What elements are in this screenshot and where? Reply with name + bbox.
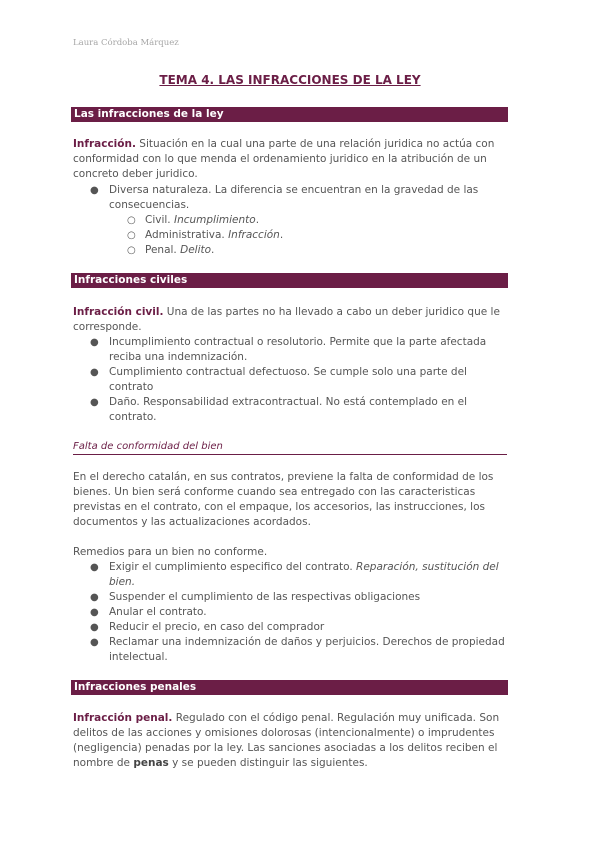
sub-list-item: Administrativa. Infracción. [145, 229, 284, 241]
list-item: consecuencias. [109, 199, 190, 211]
circle-bullet-icon: ○ [127, 245, 136, 256]
bullet-icon: ● [90, 607, 99, 618]
list-item: intelectual. [109, 651, 168, 663]
list-item: Reducir el precio, en caso del comprador [109, 621, 325, 633]
list-item: Exigir el cumplimiento especifico del contrato. Reparación, sustitución del [109, 561, 499, 573]
paragraph-line: documentos y las actualizaciones acordados. [73, 516, 311, 528]
paragraph-line: corresponde. [73, 321, 142, 333]
list-item: Cumplimiento contractual defectuoso. Se cumple solo una parte del [109, 366, 467, 378]
paragraph-line: nombre de penas y se pueden distinguir las siguientes. [73, 757, 368, 769]
sub-list-item: Civil. Incumplimiento. [145, 214, 260, 226]
paragraph-line: Infracción civil. Una de las partes no ha llevado a cabo un deber juridico que le [73, 306, 500, 318]
term-penas: penas [133, 757, 169, 769]
bullet-icon: ● [90, 185, 99, 196]
list-item: bien. [109, 576, 136, 588]
list-item: Diversa naturaleza. La diferencia se encuentran en la gravedad de las [109, 184, 479, 196]
section-heading-infracciones-civiles: Infracciones civiles [71, 273, 508, 288]
circle-bullet-icon: ○ [127, 230, 136, 241]
paragraph-line: concreto deber juridico. [73, 168, 198, 180]
term-infraccion-penal: Infracción penal. [73, 712, 173, 724]
list-item: Daño. Responsabilidad extracontractual. No está contemplado en el [109, 396, 468, 408]
bullet-icon: ● [90, 592, 99, 603]
term-infraccion-civil: Infracción civil. [73, 306, 164, 318]
paragraph-line: Infracción penal. Regulado con el código penal. Regulación muy unificada. Son [73, 712, 500, 724]
bullet-icon: ● [90, 397, 99, 408]
paragraph-line: Remedios para un bien no conforme. [73, 546, 268, 558]
list-item: Incumplimiento contractual o resolutorio. Permite que la parte afectada [109, 336, 487, 348]
paragraph-line: conformidad con lo que menda el ordenamiento juridico en la atribución de un [73, 153, 487, 165]
paragraph-line: (negligencia) penadas por la ley. Las sanciones asociadas a los delitos reciben el [73, 742, 498, 754]
list-item: reciba una indemnización. [109, 351, 248, 363]
bullet-icon: ● [90, 622, 99, 633]
page-title: TEMA 4. LAS INFRACCIONES DE LA LEY [159, 73, 421, 87]
paragraph-line: previstas en el contrato, con el empaque, los accesorios, las instrucciones, los [73, 501, 485, 513]
paragraph-line: bienes. Un bien será conforme cuando sea entregado con las caracteristicas [73, 486, 476, 498]
subheading-falta-conformidad: Falta de conformidad del bien [73, 440, 507, 455]
term-infraccion: Infracción. [73, 138, 136, 150]
paragraph-line: En el derecho catalán, en sus contratos, previene la falta de conformidad de los [73, 471, 494, 483]
author-header: Laura Córdoba Márquez [73, 38, 179, 48]
paragraph-line: Infracción. Situación en la cual una parte de una relación juridica no actúa con [73, 138, 495, 150]
paragraph-line: delitos de las acciones y omisiones dolorosas (intencionalmente) o imprudentes [73, 727, 495, 739]
bullet-icon: ● [90, 562, 99, 573]
list-item: Reclamar una indemnización de daños y perjuicios. Derechos de propiedad [109, 636, 505, 648]
bullet-icon: ● [90, 367, 99, 378]
section-heading-infracciones-penales: Infracciones penales [71, 680, 508, 695]
circle-bullet-icon: ○ [127, 215, 136, 226]
list-item: Anular el contrato. [109, 606, 207, 618]
sub-list-item: Penal. Delito. [145, 244, 215, 256]
list-item: contrato. [109, 411, 157, 423]
list-item: Suspender el cumplimiento de las respectivas obligaciones [109, 591, 421, 603]
bullet-icon: ● [90, 337, 99, 348]
bullet-icon: ● [90, 637, 99, 648]
section-heading-infracciones-ley: Las infracciones de la ley [71, 107, 508, 122]
list-item: contrato [109, 381, 154, 393]
